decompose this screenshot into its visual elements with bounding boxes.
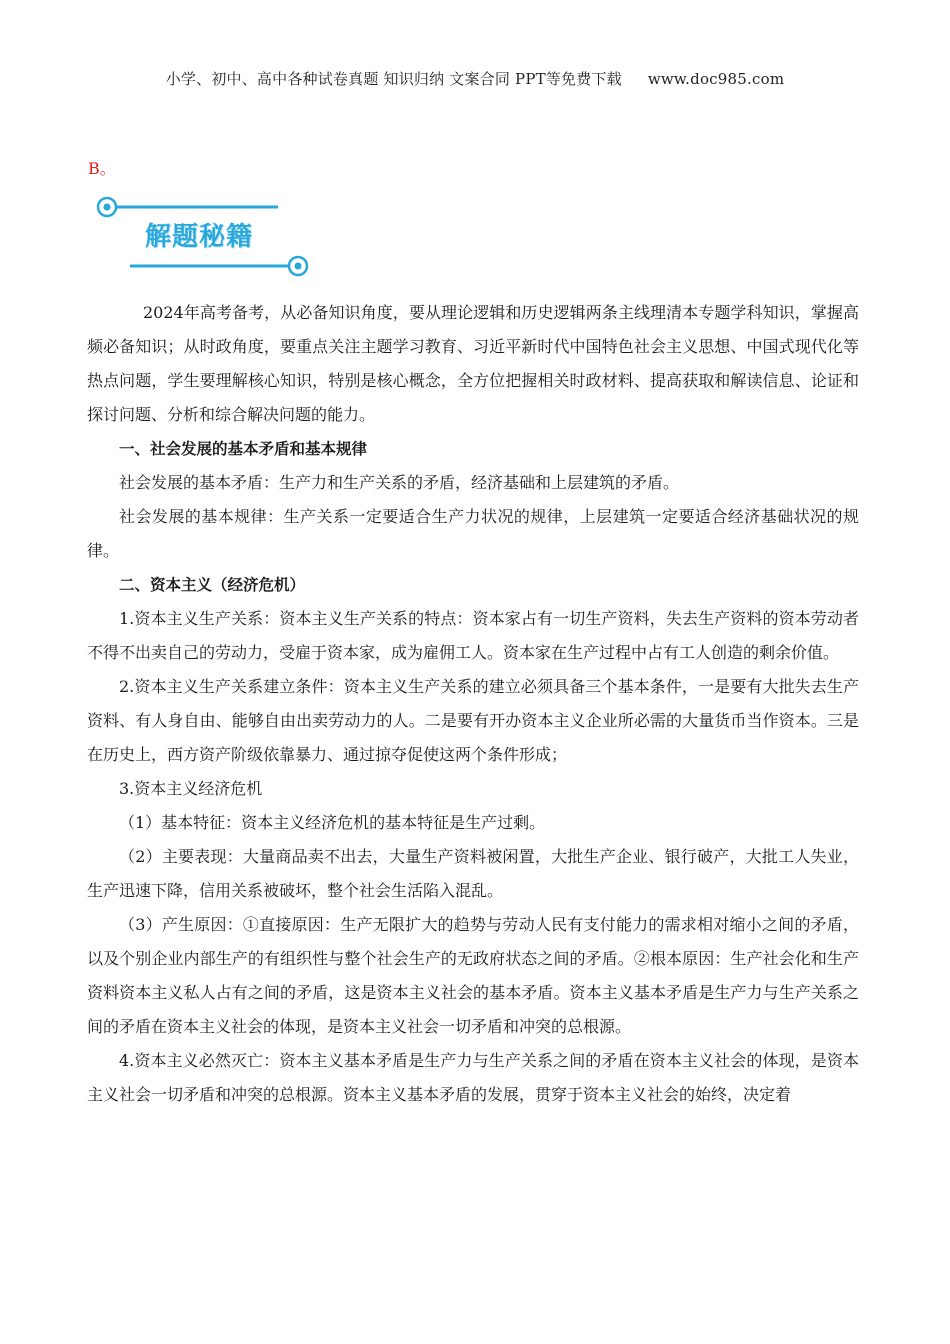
body-paragraph: 社会发展的基本矛盾：生产力和生产关系的矛盾，经济基础和上层建筑的矛盾。 — [119, 473, 680, 492]
header-text: 小学、初中、高中各种试卷真题 知识归纳 文案合同 PPT等免费下载 — [165, 70, 622, 88]
body-paragraph: 3.资本主义经济危机 — [119, 779, 263, 798]
body-paragraph: 社会发展的基本规律：生产关系一定要适合生产力状况的规律，上层建筑一定要适合经济基础状况的规律。 — [87, 507, 859, 560]
body-paragraph: 1.资本主义生产关系：资本主义生产关系的特点：资本家占有一切生产资料，失去生产资料的资本劳动者不得不出卖自己的劳动力，受雇于资本家，成为雇佣工人。资本家在生产过程中占有工人创造的剩余价值。 — [87, 609, 859, 662]
intro-paragraph: 2024年高考备考，从必备知识角度，要从理论逻辑和历史逻辑两条主线理清本专题学科知识，掌握高频必备知识；从时政角度，要重点关注主题学习教育、习近平新时代中国特色社会主义思想、中国式现代化等热点问题，学生要理解核心知识，特别是核心概念，全方位把握相关时政材料、提高获取和解读信息、论证和探讨问题、分析和综合解决问题的能力。 — [87, 303, 859, 424]
section-banner — [90, 190, 320, 282]
body-paragraph: （2）主要表现：大量商品卖不出去，大量生产资料被闲置，大批生产企业、银行破产，大批工人失业，生产迅速下降，信用关系被破坏，整个社会生活陷入混乱。 — [87, 847, 859, 900]
banner-title: 解题秘籍 — [145, 222, 254, 252]
section-heading: 二、资本主义（经济危机） — [119, 576, 306, 594]
body-paragraph: 2.资本主义生产关系建立条件：资本主义生产关系的建立必须具备三个基本条件，一是要有大批失去生产资料、有人身自由、能够自由出卖劳动力的人。二是要有开办资本主义企业所必需的大量货币当作资本。三是在历史上，西方资产阶级依靠暴力、通过掠夺促使这两个条件形成； — [87, 677, 859, 764]
header-site-link[interactable]: www.doc985.com — [647, 70, 785, 88]
body-paragraph: （1）基本特征：资本主义经济危机的基本特征是生产过剩。 — [119, 813, 546, 832]
document-body — [87, 296, 859, 1112]
body-paragraph: 4.资本主义必然灭亡：资本主义基本矛盾是生产力与生产关系之间的矛盾在资本主义社会的体现，是资本主义社会一切矛盾和冲突的总根源。资本主义基本矛盾的发展，贯穿于资本主义社会的始终，决定着 — [87, 1051, 859, 1104]
section-heading: 一、社会发展的基本矛盾和基本规律 — [119, 440, 368, 458]
answer-text: B。 — [88, 159, 116, 178]
body-paragraph: （3）产生原因：①直接原因：生产无限扩大的趋势与劳动人民有支付能力的需求相对缩小之间的矛盾，以及个别企业内部生产的有组织性与整个社会生产的无政府状态之间的矛盾。②根本原因：生产社会化和生产资料资本主义私人占有之间的矛盾，这是资本主义社会的基本矛盾。资本主义基本矛盾是生产力与生产关系之间的矛盾在资本主义社会的体现，是资本主义社会一切矛盾和冲突的总根源。 — [87, 915, 859, 1036]
page-header — [0, 68, 950, 89]
